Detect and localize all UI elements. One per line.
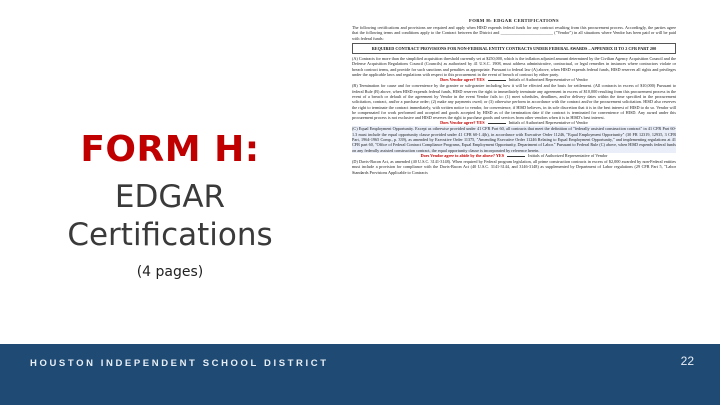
signoff-a-label: Initials of Authorized Representative of Vendor [508,77,588,83]
signoff-c-question: Does Vendor agree to abide by the above? YES [420,152,505,158]
signoff-b-label: Initials of Authorized Representative of Vendor [508,120,588,126]
initials-blank-c [507,156,525,157]
page-count: (4 pages) [136,264,204,280]
clause-c: (C) Equal Employment Opportunity. Except as otherwise provided under 41 CFR Part 60, all contracts that meet the definition of "federally assisted construction contract" in 41 CFR Part 60-1.3 must include the equal opportunity clause provided under 41 CFR 60-1.4(b), in accordance with Executive Order 11246, "Equal Employment Opportunity" (30 FR 12319, 12935, 3 CFR Part, 1964-1965 Comp., p. 339), as amended by Executive Order 11375, "Amending Executive Order 11246 Relating to Equal Employment Opportunity," and implementing regulations at 41 CFR part 60, "Office of Federal Contract Compliance Programs, Equal Employment Opportunity, Department of Labor." Pursuant to Federal Rule (C) above, when HISD expends federal funds on any federally assisted construction contract, the equal opportunity clause is incorporated by reference herein. [352,126,676,153]
signoff-b-question: Does Vendor agree? YES [440,120,485,126]
form-subtitle [50,178,290,254]
document-heading: FORM H: EDGAR CERTIFICATIONS [469,18,559,23]
organization-name: HOUSTON INDEPENDENT SCHOOL DISTRICT [30,358,329,369]
clause-a: (A) Contracts for more than the simplified acquisition threshold currently set at $250,000, which is the inflation adjusted amount determined by the Civilian Agency Acquisition Council and the Defense Acquisition Regulations Council (Councils) as authorized by 41 U.S.C. 1908, must address administrative, contractual, or legal remedies in instances where contractors violate or breach contract terms, and provide for such sanctions and penalties as appropriate. Pursuant to federal law (A) above, when HISD expends federal funds, HISD reserves all rights and privileges under the applicable laws and regulations with respect to this procurement in the event of breach of contract by either party. [352,56,676,78]
clause-b: (B) Termination for cause and for convenience by the grantee or sub-grantee including how it will be effected and the basis for settlement. (All contracts in excess of $10,000) Pursuant to federal Rule (B) above, when HISD expends federal funds, HISD reserves the right to immediately terminate any agreement in excess of $10,000 resulting from this procurement process in the event of a breach or default of the agreement by Vendor in the event Vendor fails to: (1) meet schedules, deadlines, and/or delivery dates within the time specified in the procurement solicitation, contract, and/or a purchase order; (2) make any payments owed; or (3) otherwise perform in accordance with the contract and/or the procurement solicitation. HISD also reserves the right to terminate the contract immediately, with written notice to vendor, for convenience, if HISD believes, in its sole discretion that it is in the best interest of HISD to do so. Vendor will be compensated for work performed and accepted and goods accepted by HISD as of the termination date if the contract is terminated for convenience of HISD. Any award under this procurement process is not exclusive and HISD reserves the right to purchase goods and services from other vendors when it is in HISD's best interest. [352,83,676,121]
form-subtitle-line2: Certifications [67,217,273,253]
form-subtitle-line1: EDGAR [114,179,226,215]
page-number: 22 [680,354,694,368]
signoff-a-question: Does Vendor agree? YES [440,77,485,83]
footer-bar [0,344,720,405]
section-heading: REQUIRED CONTRACT PROVISIONS FOR NON-FEDERAL ENTITY CONTRACTS UNDER FEDERAL AWARDS – APPENDIX II TO 2 CFR PART 200 [371,45,657,51]
form-title: FORM H: [80,129,260,170]
document-preview [352,18,676,356]
initials-blank-b [488,123,506,124]
section-header-box [352,43,676,54]
document-intro: The following certifications and provisions are required and apply when HISD expends federal funds for any contract resulting from this procurement process. Accordingly, the parties agree that the following terms and conditions apply to the Contract between the District and _________________________ ("Vendor") in all situations where Vendor has been paid or will be paid with federal funds: [352,25,676,41]
signoff-c-label: Initials of Authorized Representative of Vendor [528,152,608,158]
initials-blank-a [488,80,506,81]
title-block [50,128,290,280]
clause-d: (D) Davis-Bacon Act, as amended (40 U.S.C. 3141-3148). When required by Federal program legislation, all prime construction contracts in excess of $2,000 awarded by non-Federal entities must include a provision for compliance with the Davis-Bacon Act (40 U.S.C. 3141-3144, and 3146-3148) as supplemented by Department of Labor regulations (29 CFR Part 5, "Labor Standards Provisions Applicable to Contracts [352,158,676,175]
